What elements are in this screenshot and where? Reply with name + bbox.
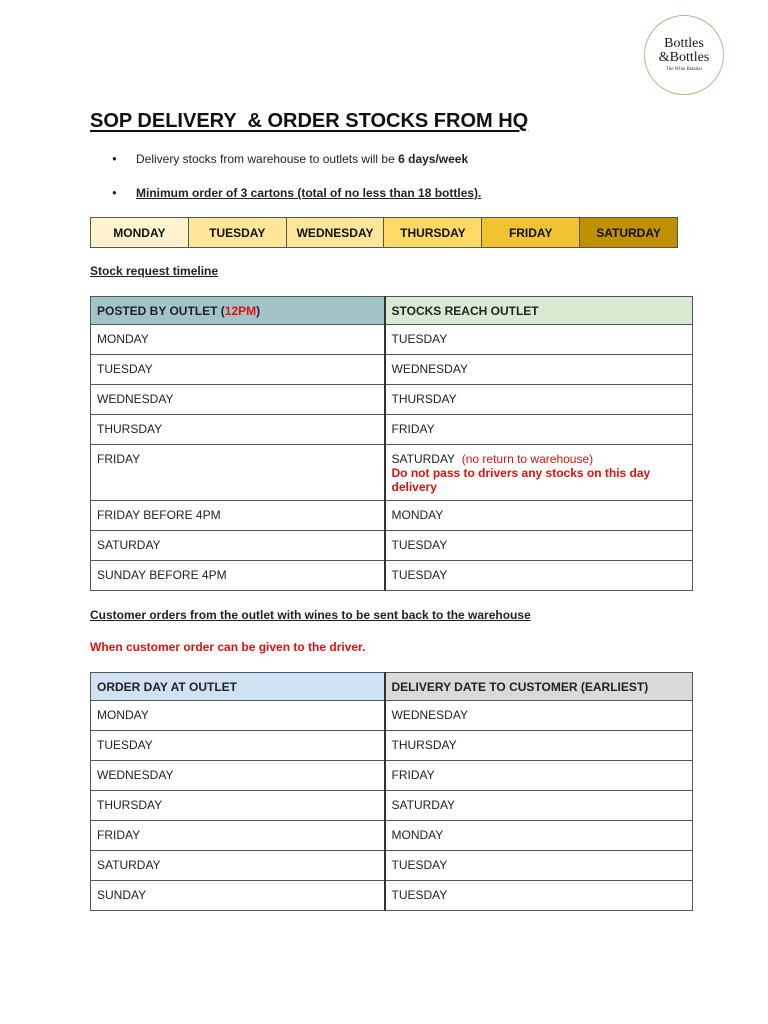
reach-day-cell (385, 561, 693, 591)
table-row (91, 415, 693, 445)
day-cell: FRIDAY (482, 218, 580, 248)
delivery-day-cell: WEDNESDAY (385, 701, 693, 731)
brand-logo (644, 15, 724, 95)
posted-day-cell: MONDAY (91, 325, 385, 355)
table-row (91, 791, 693, 821)
stock-request-heading: Stock request timeline (90, 264, 219, 278)
reach-day: TUESDAY (391, 332, 448, 346)
table-row (91, 385, 693, 415)
table-row (91, 325, 693, 355)
day-cell: MONDAY (91, 218, 189, 248)
posted-day-cell: SUNDAY BEFORE 4PM (91, 561, 385, 591)
reach-day-cell (385, 445, 693, 501)
posted-day-cell: FRIDAY (91, 445, 385, 501)
cutoff-time: 12PM (224, 304, 257, 318)
order-day-cell: TUESDAY (91, 731, 385, 761)
header-posted-by-outlet: POSTED BY OUTLET (12PM) (91, 297, 385, 325)
table-header-row (91, 297, 693, 325)
logo-tagline: The Wine Retailer (665, 66, 703, 72)
table-row (91, 821, 693, 851)
reach-day: SATURDAY (391, 452, 456, 466)
delivery-frequency-value: 6 days/week (398, 152, 469, 166)
reach-day-cell (385, 385, 693, 415)
delivery-day-cell: MONDAY (385, 821, 693, 851)
posted-day-cell: TUESDAY (91, 355, 385, 385)
key-points-list (114, 150, 481, 202)
delivery-day-cell: FRIDAY (385, 761, 693, 791)
delivery-days-strip (90, 217, 678, 248)
header-delivery-date: DELIVERY DATE TO CUSTOMER (EARLIEST) (385, 673, 693, 701)
logo-line-1: Bottles (664, 35, 704, 51)
order-day-cell: THURSDAY (91, 791, 385, 821)
table-row (91, 531, 693, 561)
order-day-cell: WEDNESDAY (91, 761, 385, 791)
table-row (91, 881, 693, 911)
table-row (91, 851, 693, 881)
customer-orders-table (90, 672, 693, 911)
table-row (91, 501, 693, 531)
day-cell: TUESDAY (188, 218, 286, 248)
delivery-day-cell: TUESDAY (385, 881, 693, 911)
table-row (91, 731, 693, 761)
reach-day-cell (385, 501, 693, 531)
table-row (91, 761, 693, 791)
table-row (91, 355, 693, 385)
reach-warning: Do not pass to drivers any stocks on this day delivery (391, 466, 651, 494)
order-day-cell: FRIDAY (91, 821, 385, 851)
stock-request-table (90, 296, 693, 591)
posted-day-cell: WEDNESDAY (91, 385, 385, 415)
reach-day-cell (385, 531, 693, 561)
header-order-day: ORDER DAY AT OUTLET (91, 673, 385, 701)
customer-orders-heading: Customer orders from the outlet with wines to be sent back to the warehouse (90, 608, 531, 622)
customer-orders-note: When customer order can be given to the driver. (90, 640, 366, 654)
order-day-cell: SUNDAY (91, 881, 385, 911)
reach-day: TUESDAY (391, 538, 448, 552)
posted-day-cell: SATURDAY (91, 531, 385, 561)
table-header-row (91, 673, 693, 701)
reach-day: WEDNESDAY (391, 362, 468, 376)
table-row (91, 701, 693, 731)
posted-day-cell: FRIDAY BEFORE 4PM (91, 501, 385, 531)
reach-note: (no return to warehouse) (461, 452, 594, 466)
reach-day-cell (385, 415, 693, 445)
posted-day-cell: THURSDAY (91, 415, 385, 445)
reach-day: THURSDAY (391, 392, 457, 406)
order-day-cell: SATURDAY (91, 851, 385, 881)
reach-day-cell (385, 355, 693, 385)
reach-day: MONDAY (391, 508, 444, 522)
list-item-minimum-order (114, 184, 481, 202)
reach-day: TUESDAY (391, 568, 448, 582)
order-day-cell: MONDAY (91, 701, 385, 731)
delivery-day-cell: SATURDAY (385, 791, 693, 821)
header-stocks-reach-outlet: STOCKS REACH OUTLET (385, 297, 693, 325)
reach-day-cell (385, 325, 693, 355)
minimum-order-text: Minimum order of 3 cartons (total of no less than 18 bottles). (136, 186, 482, 200)
logo-line-2: &Bottles (658, 49, 710, 65)
day-cell: SATURDAY (580, 218, 678, 248)
page-title: SOP DELIVERY & ORDER STOCKS FROM HQ (90, 110, 529, 132)
list-item-delivery-frequency (114, 150, 481, 168)
day-cell: WEDNESDAY (286, 218, 384, 248)
table-row (91, 561, 693, 591)
day-cell: THURSDAY (384, 218, 482, 248)
reach-day: FRIDAY (391, 422, 435, 436)
delivery-day-cell: THURSDAY (385, 731, 693, 761)
delivery-frequency-text: Delivery stocks from warehouse to outlets will be (136, 152, 399, 166)
delivery-day-cell: TUESDAY (385, 851, 693, 881)
table-row (91, 445, 693, 501)
